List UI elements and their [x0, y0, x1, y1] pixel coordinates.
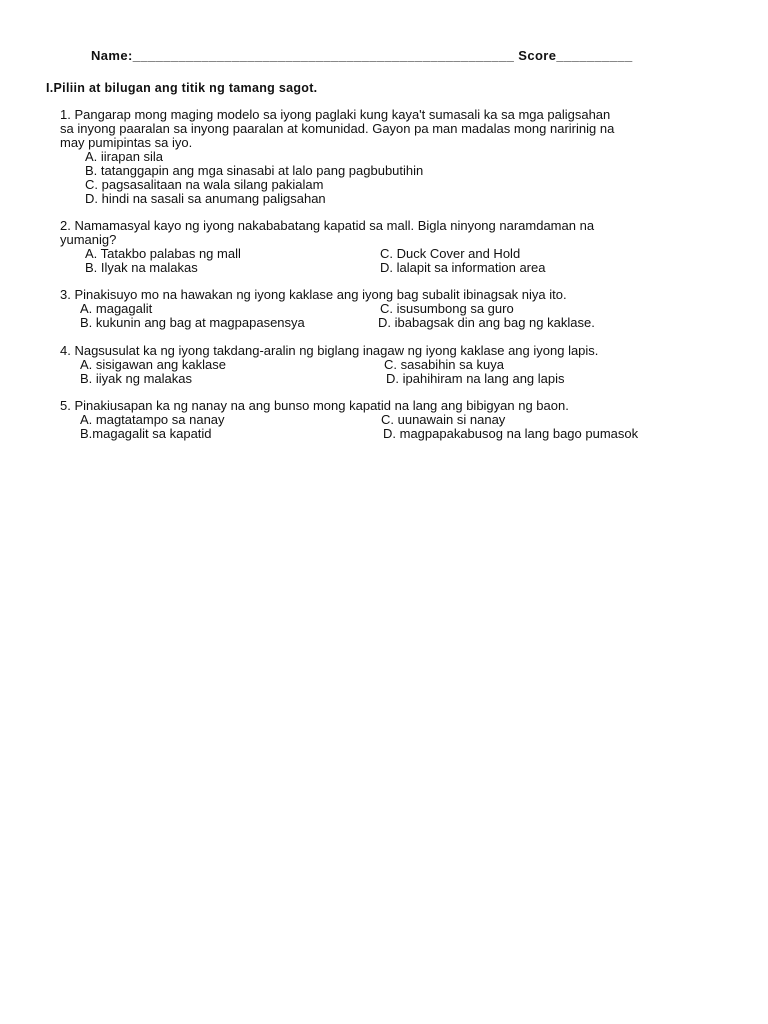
option-b[interactable]: B.magagalit sa kapatid [80, 426, 212, 441]
option-b[interactable]: B. kukunin ang bag at magpapasensya [80, 315, 305, 330]
header-line [91, 48, 633, 63]
option-a[interactable]: A. magtatampo sa nanay [80, 412, 225, 427]
question-1-stem-line: 1. Pangarap mong maging modelo sa iyong paglaki kung kaya't sumasali ka sa mga paligsahan [60, 107, 611, 122]
instruction-heading: I.Piliin at bilugan ang titik ng tamang sagot. [46, 81, 318, 95]
question-5-stem-line: 5. Pinakiusapan ka ng nanay na ang bunso mong kapatid na lang ang bibigyan ng baon. [60, 398, 569, 413]
option-d[interactable]: D. ipahihiram na lang ang lapis [386, 371, 565, 386]
option-c[interactable]: C. pagsasalitaan na wala silang pakialam [85, 177, 324, 192]
option-b[interactable]: B. tatanggapin ang mga sinasabi at lalo pang pagbubutihin [85, 163, 424, 178]
question-4-stem-line: 4. Nagsusulat ka ng iyong takdang-aralin ng biglang inagaw ng iyong kaklase ang iyong lapis. [60, 343, 599, 358]
name-label: Name: [91, 48, 133, 63]
option-d[interactable]: D. magpapakabusog na lang bago pumasok [383, 426, 639, 441]
option-a[interactable]: A. Tatakbo palabas ng mall [85, 246, 241, 261]
name-blank[interactable]: __________________________________________________ [132, 48, 515, 63]
option-d[interactable]: D. hindi na sasali sa anumang paligsahan [85, 191, 326, 206]
option-c[interactable]: C. isusumbong sa guro [380, 301, 514, 316]
option-c[interactable]: C. Duck Cover and Hold [380, 246, 521, 261]
option-d[interactable]: D. ibabagsak din ang bag ng kaklase. [378, 315, 595, 330]
option-a[interactable]: A. iirapan sila [85, 149, 164, 164]
question-1-stem-line: sa inyong paaralan sa inyong paaralan at komunidad. Gayon pa man madalas mong naririnig na [60, 121, 615, 136]
question-1-stem-line: may pumipintas sa iyo. [60, 135, 193, 150]
option-c[interactable]: C. uunawain si nanay [381, 412, 506, 427]
question-3-stem-line: 3. Pinakisuyo mo na hawakan ng iyong kaklase ang iyong bag subalit ibinagsak niya ito. [60, 287, 567, 302]
option-a[interactable]: A. sisigawan ang kaklase [80, 357, 226, 372]
score-label: Score [518, 48, 557, 63]
option-b[interactable]: B. iiyak ng malakas [80, 371, 192, 386]
question-2-stem-line: 2. Namamasyal kayo ng iyong nakababatang kapatid sa mall. Bigla ninyong naramdaman na [60, 218, 595, 233]
question-2-stem-line: yumanig? [60, 232, 117, 247]
option-c[interactable]: C. sasabihin sa kuya [384, 357, 504, 372]
score-blank[interactable]: __________ [556, 48, 633, 63]
option-b[interactable]: B. Ilyak na malakas [85, 260, 198, 275]
option-d[interactable]: D. lalapit sa information area [380, 260, 546, 275]
option-a[interactable]: A. magagalit [80, 301, 153, 316]
